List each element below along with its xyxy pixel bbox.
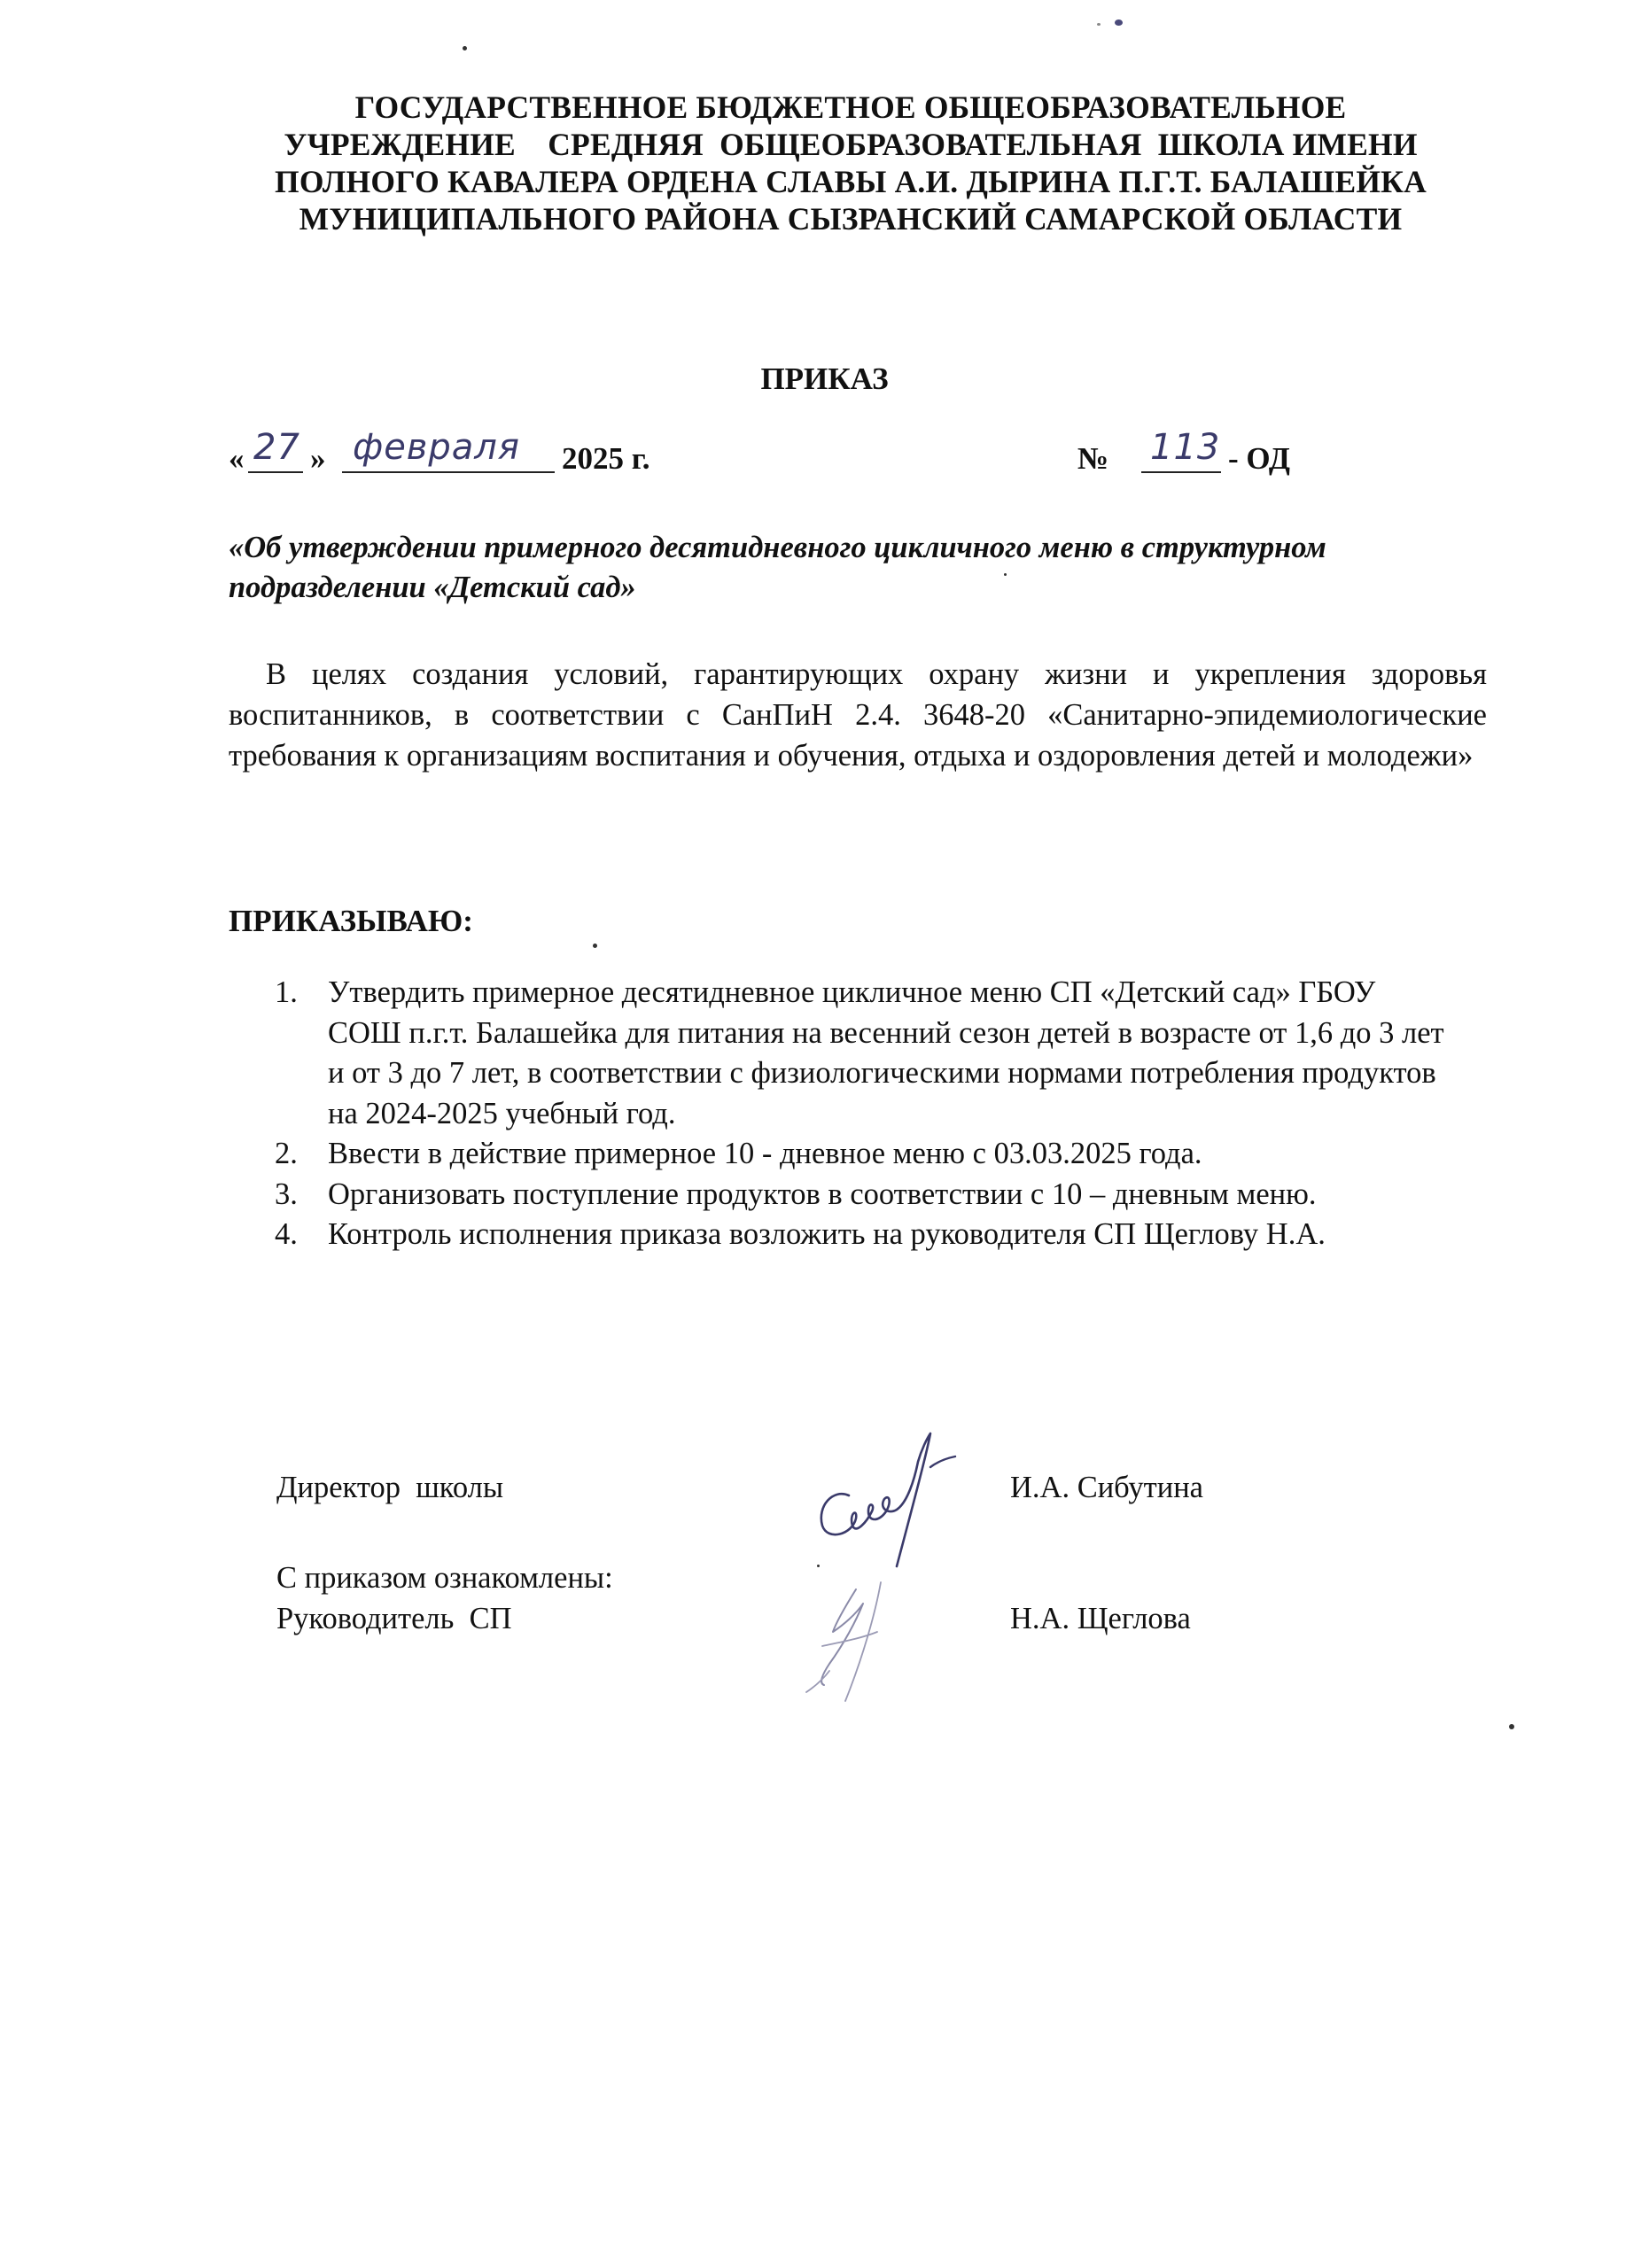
item-text: Контроль исполнения приказа возложить на руководителя СП Щеглову Н.А.: [328, 1217, 1326, 1251]
scan-speck: [463, 46, 467, 50]
order-items-list: [275, 973, 1453, 1255]
number-underline: [1141, 471, 1221, 473]
head-name: Н.А. Щеглова: [1010, 1602, 1191, 1635]
director-signature-image: [797, 1426, 975, 1581]
order-number-sign: №: [1077, 441, 1109, 476]
item-text: Утвердить примерное десятидневное цикличное меню СП «Детский сад» ГБОУ СОШ п.г.т. Балашейка для питания на весенний сезон детей в возрасте от 1,6 до 3 лет и от 3 до 7 лет, в соответствии с физиологическими нормами потребления продуктов на 2024-2025 учебный год.: [328, 975, 1444, 1130]
org-line: ПОЛНОГО КАВАЛЕРА ОРДЕНА СЛАВЫ А.И. ДЫРИНА П.Г.Т. БАЛАШЕЙКА: [275, 164, 1427, 199]
order-year: 2025 г.: [562, 441, 650, 476]
preamble-text: В целях создания условий, гарантирующих охрану жизни и укрепления здоровья воспитанников, в соответствии с СанПиН 2.4. 3648-20 «Санитарно-эпидемиологические требования к организациям воспитания и обучения, отдыха и оздоровления детей и молодежи»: [229, 657, 1487, 773]
scan-speck: [1097, 23, 1101, 26]
order-date-number-row: [229, 425, 1416, 478]
order-month: февраля: [353, 427, 520, 468]
scan-speck: [1509, 1724, 1514, 1729]
order-subject: «Об утверждении примерного десятидневного цикличного меню в структурном подразделении «Детский сад»: [229, 531, 1326, 604]
day-underline: [248, 471, 303, 473]
month-underline: [342, 471, 555, 473]
order-title: ПРИКАЗ: [760, 361, 889, 396]
list-item: [275, 973, 1453, 1134]
order-number: 113: [1150, 427, 1221, 468]
list-item: [275, 1215, 1453, 1255]
org-line: МУНИЦИПАЛЬНОГО РАЙОНА СЫЗРАНСКИЙ САМАРСКОЙ ОБЛАСТИ: [299, 201, 1403, 237]
item-text: Организовать поступление продуктов в соответствии с 10 – дневным меню.: [328, 1177, 1317, 1211]
order-number-suffix: - ОД: [1228, 441, 1290, 476]
date-quote-close: »: [310, 441, 326, 476]
item-number: 2.: [275, 1137, 298, 1170]
list-item: [275, 1175, 1453, 1216]
org-line: УЧРЕЖДЕНИЕ СРЕДНЯЯ ОБЩЕОБРАЗОВАТЕЛЬНАЯ ШКОЛА ИМЕНИ: [284, 127, 1418, 162]
head-signature-image: [771, 1568, 948, 1719]
date-quote-open: «: [229, 441, 245, 476]
acknowledged-label: С приказом ознакомлены:: [276, 1561, 613, 1595]
director-name: И.А. Сибутина: [1010, 1471, 1203, 1504]
item-text: Ввести в действие примерное 10 - дневное меню с 03.03.2025 года.: [328, 1137, 1202, 1170]
organization-header: [204, 89, 1497, 237]
scan-speck: [593, 944, 597, 948]
director-label: Директор школы: [276, 1471, 504, 1504]
list-item: [275, 1134, 1453, 1175]
scan-speck: [1115, 19, 1123, 26]
head-label: Руководитель СП: [276, 1602, 512, 1635]
item-number: 3.: [275, 1177, 298, 1211]
order-directive-heading: ПРИКАЗЫВАЮ:: [229, 904, 473, 938]
item-number: 1.: [275, 975, 298, 1009]
order-day: 27: [253, 427, 300, 468]
org-line: ГОСУДАРСТВЕННОЕ БЮДЖЕТНОЕ ОБЩЕОБРАЗОВАТЕЛЬНОЕ: [354, 89, 1347, 125]
order-preamble: [229, 654, 1487, 776]
item-number: 4.: [275, 1217, 298, 1251]
